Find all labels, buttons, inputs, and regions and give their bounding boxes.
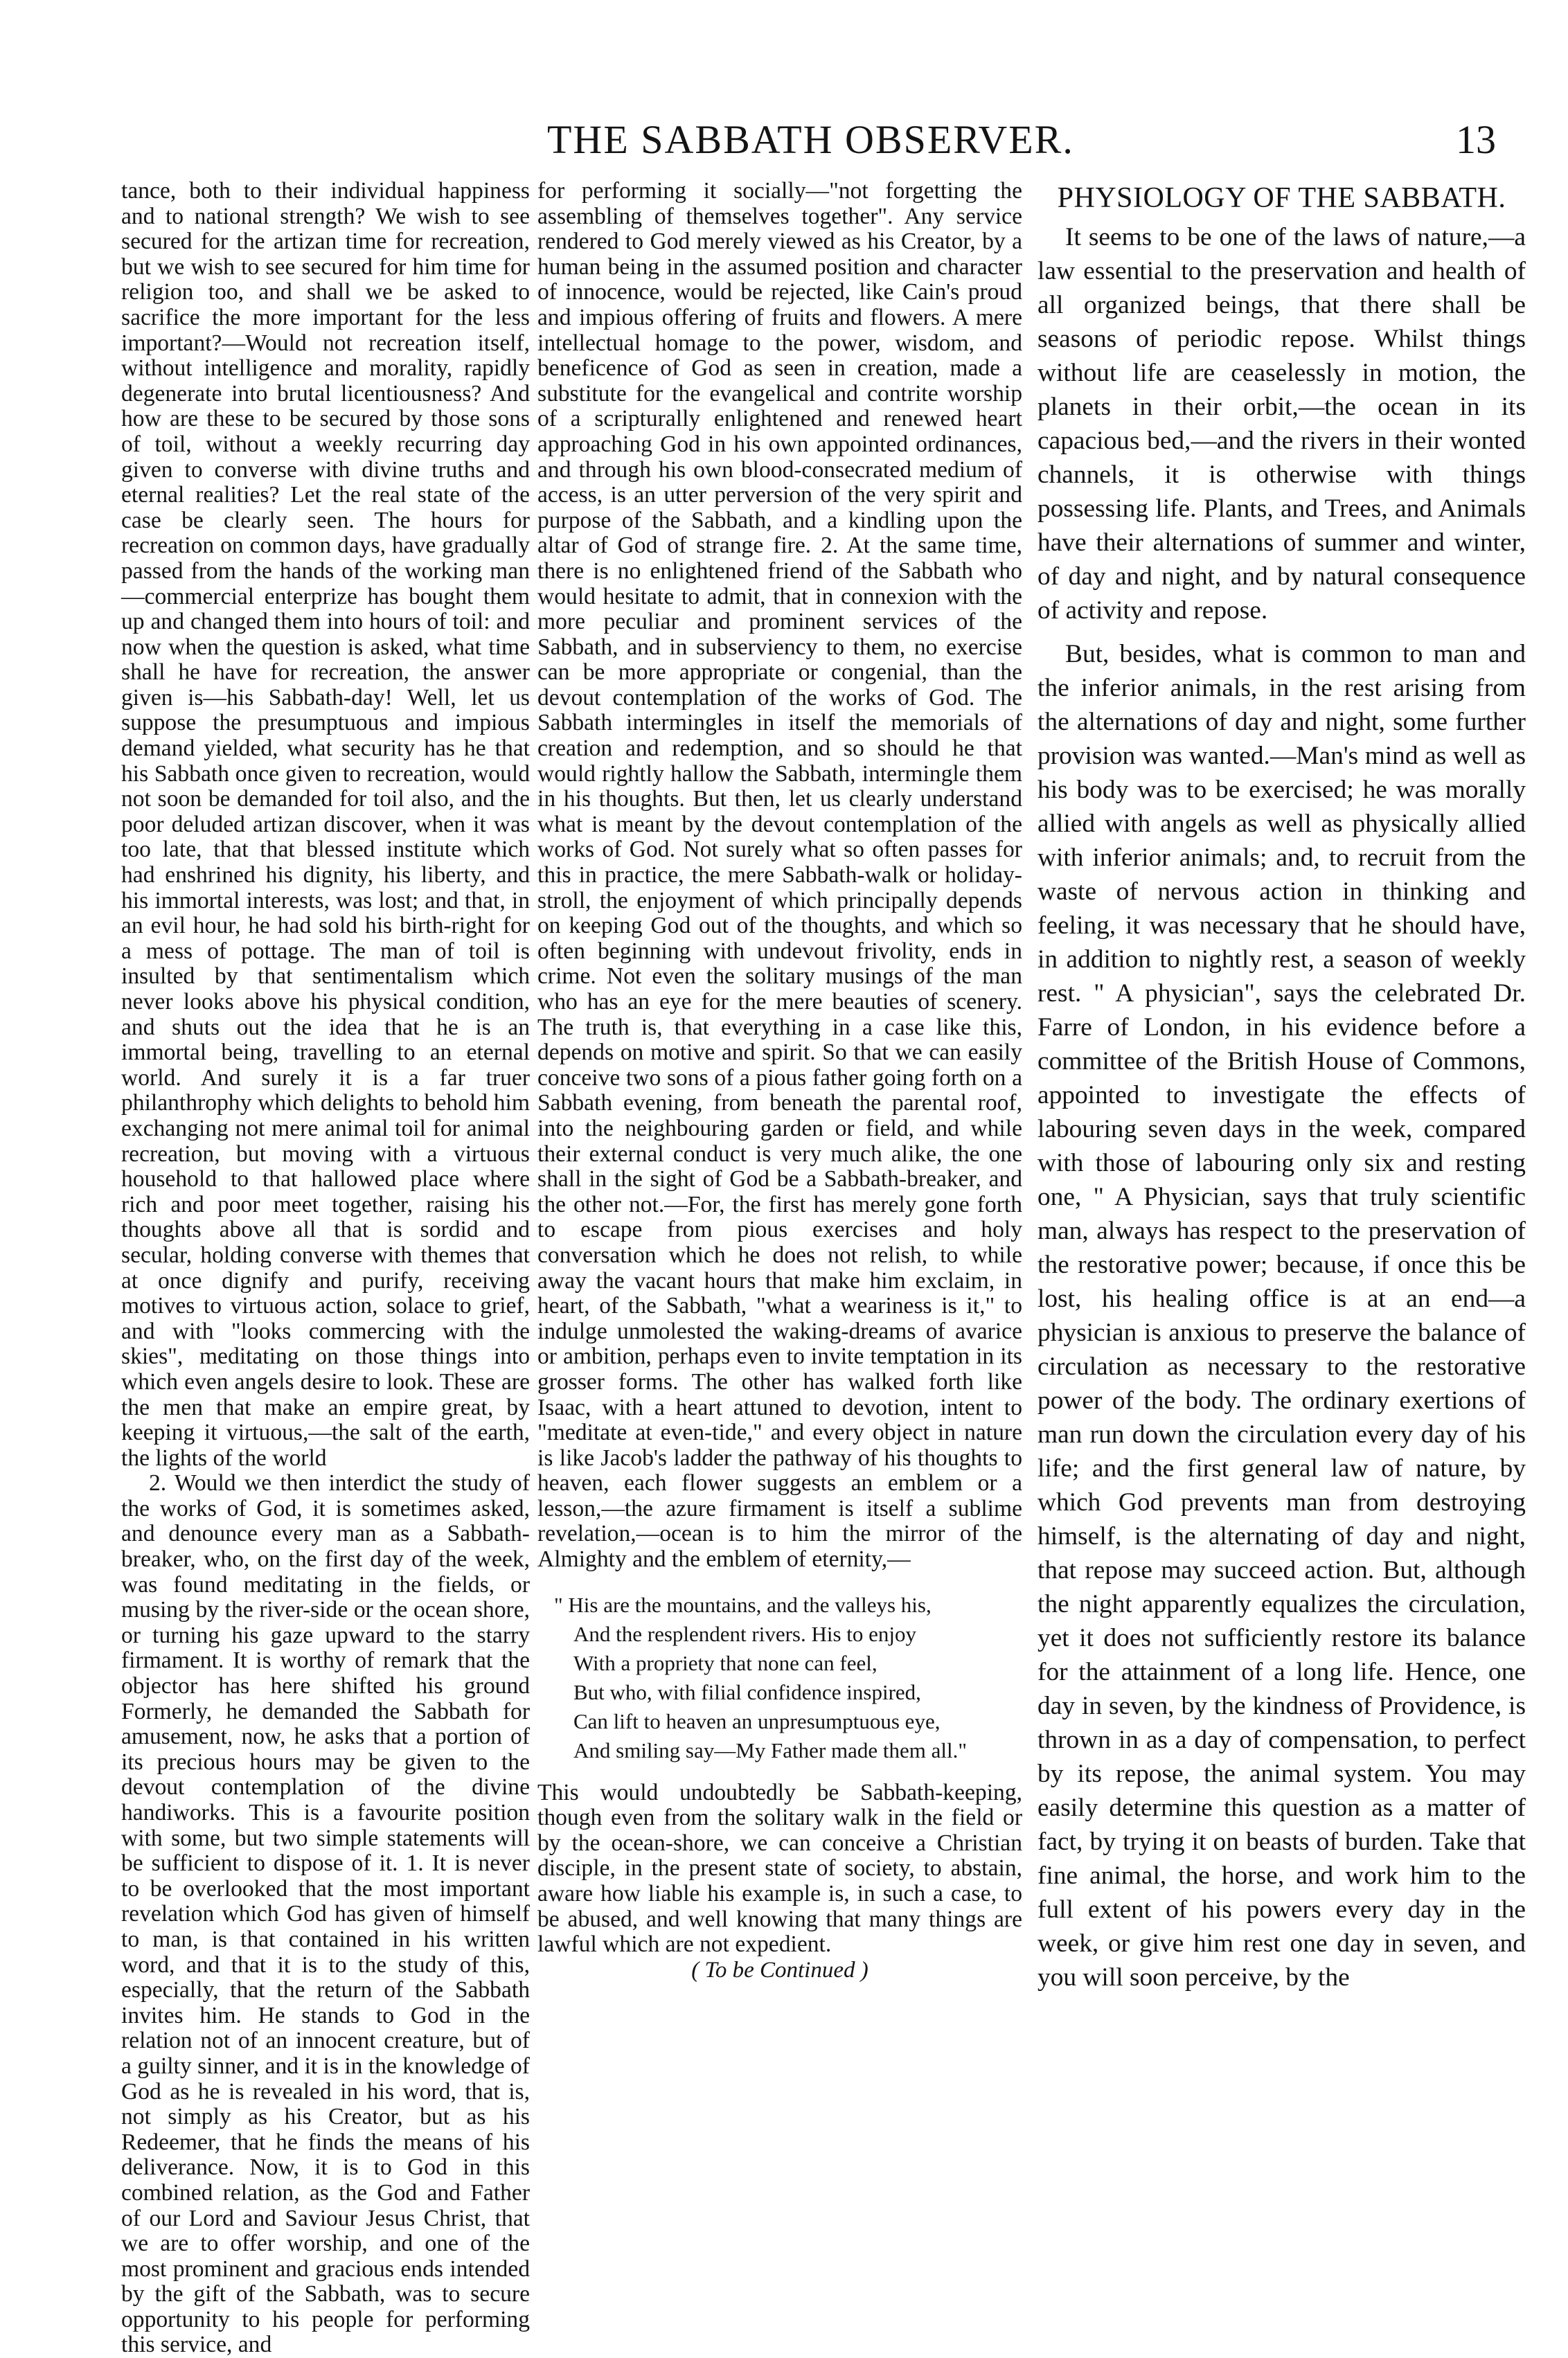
paragraph: tance, both to their individual happiness and to national strength? We wish to see secured for the artizan time for recreation, but we wish to see secured for him time for religion too, and shall we be asked to sacrifice the more important for the less important?—Would not recreation itself, without intelligence and morality, rapidly degenerate into brutal licentiousness? And how are these to be secured by those sons of toil, without a weekly recurring day given to converse with divine truths and eternal realities? Let the real state of the case be clearly seen. The hours for recreation on common days, have gradually passed from the hands of the working man—commercial enterprize has bought them up and changed them into hours of toil: and now when the question is asked, what time shall he have for recreation, the answer given is—his Sabbath-day! Well, let us suppose the presumptuous and impious demand yielded, what security has he that his Sabbath once given to recreation, would not soon be demanded for toil also, and the poor deluded artizan discover, when it was too late, that that blessed institute which had enshrined his dignity, his liberty, and his immortal interests, was lost; and that, in an evil hour, he had sold his birth-right for a mess of pottage. The man of toil is insulted by that sentimentalism which never looks above his physical condition, and shuts out the idea that he is an immortal being, travelling to an eternal world. And surely it is a far truer philanthrophy which delights to behold him exchanging not mere animal toil for animal recreation, but moving with a virtuous household to that hallowed place where rich and poor meet together, raising his thoughts above all that is sordid and secular, holding converse with themes that at once dignify and purify, receiving motives to virtuous action, solace to grief, and with "looks commercing with the skies", meditating on those things into which even angels desire to look. These are the men that make an empire great, by keeping it virtuous,—the salt of the earth, the lights of the world xyxy=(121,178,530,1471)
running-head xyxy=(104,116,1496,176)
column-3 xyxy=(1037,179,1526,2201)
poem-line: And the resplendent rivers. His to enjoy xyxy=(573,1621,917,1646)
paragraph: But, besides, what is common to man and the inferior animals, in the rest arising from the alternations of day and night, some further provision was wanted.—Man's mind as well as his body was to be exercised; he was morally allied with angels as well as physically allied with inferior animals; and, to recruit from the waste of nervous action in thinking and feeling, it was necessary that he should have, in addition to nightly rest, a season of weekly rest. " A physician", says the celebrated Dr. Farre of London, in his evidence before a committee of the British House of Commons, appointed to investigate the effects of labouring seven days in the week, compared with those of labouring only six and resting one, " A Physician, says that truly scientific man, always has respect to the preservation of the restorative power; because, if once this be lost, his healing office is at an end—a physician is anxious to preserve the balance of circulation as necessary to the restorative power of the body. The ordinary exertions of man run down the circulation every day of his life; and the first general law of nature, by which God prevents man from destroying himself, is the alternating of day and night, that repose may succeed action. But, although the night apparently equalizes the circulation, yet it does not sufficiently restore its balance for the attainment of a long life. Hence, one day in seven, by the kindness of Providence, is thrown in as a day of compensation, to perfect by its repose, the animal system. You may easily determine this question as a matter of fact, by trying it on beasts of burden. Take that fine animal, the horse, and work him to the full extent of his powers every day in the week, or give him rest one day in seven, and you will soon perceive, by the xyxy=(1037,640,1526,1992)
continued-notice: ( To be Continued ) xyxy=(691,1957,868,1983)
page-title: THE SABBATH OBSERVER. xyxy=(547,117,1074,162)
paragraph: This would undoubtedly be Sabbath-keeping, though even from the solitary walk in the field or by the ocean-shore, we can conceive a Christian disciple, in the present state of society, to abstain, aware how liable his example is, in such a case, to be abused, and well knowing that many things are lawful which are not expedient. xyxy=(537,1779,1022,1958)
page-number: 13 xyxy=(1456,117,1496,162)
paragraph: for performing it socially—"not forgetting the assembling of themselves together". Any service rendered to God merely viewed as his Creator, by a human being in the assumed position and character of innocence, would be rejected, like Cain's proud and impious offering of fruits and flowers. A mere intellectual homage to the power, wisdom, and beneficence of God as seen in creation, made a substitute for the evangelical and contrite worship of a scripturally enlightened and renewed heart approaching God in his own appointed ordinances, and through his own blood-consecrated medium of access, is an utter perversion of the very spirit and purpose of the Sabbath, and a kindling upon the altar of God of strange fire. 2. At the same time, there is no enlightened friend of the Sabbath who would hesitate to admit, that in connexion with the more peculiar and prominent services of the Sabbath, and in subserviency to them, no exercise can be more appropriate or congenial, than the devout contemplation of the works of God. The Sabbath intermingles in itself the memorials of creation and redemption, and so should he that would rightly hallow the Sabbath, intermingle them in his thoughts. But then, let us clearly understand what is meant by the devout contemplation of the works of God. Not surely what so often passes for this in practice, the mere Sabbath-walk or holiday-stroll, the enjoyment of which principally depends on keeping God out of the thoughts, and which so often beginning with undevout frivolity, ends in crime. Not even the solitary musings of the man who has an eye for the mere beauties of scenery. The truth is, that everything in a case like this, depends on motive and spirit. So that we can easily conceive two sons of a pious father going forth on a Sabbath evening, from beneath the parental roof, into the neighbouring garden or field, and while their external conduct is very much alike, the one shall in the sight of God be a Sabbath-breaker, and the other not.—For, the first has merely gone forth to escape from pious exercises and holy conversation which he does not relish, to while away the vacant hours that make him exclaim, in heart, of the Sabbath, "what a weariness is it," to indulge unmolested the waking-dreams of avarice or ambition, perhaps even to invite temptation in its grosser forms. The other has walked forth like Isaac, with a heart attuned to devotion, intent to "meditate at even-tide," and every object in nature is like Jacob's ladder the pathway of his thoughts to heaven, each flower suggests an emblem or a lesson,—the azure firmament is itself a sublime revelation,—ocean is to him the mirror of the Almighty and the emblem of eternity,— xyxy=(537,178,1022,1573)
paragraph: 2. Would we then interdict the study of the works of God, it is sometimes asked, and denounce every man as a Sabbath-breaker, who, on the first day of the week, was found meditating in the fields, or musing by the river-side or the ocean shore, or turning his gaze upward to the starry firmament. It is worthy of remark that the objector has here shifted his ground Formerly, he demanded the Sabbath for amusement, now, he asks that a portion of its precious hours may be given to the devout contemplation of the divine handiworks. This is a favourite position with some, but two simple statements will be sufficient to dispose of it. 1. It is never to be overlooked that the most important revelation which God has given of himself to man, is that contained in his written word, and that it is to the study of this, especially, that the return of the Sabbath invites him. He stands to God in the relation not of an innocent creature, but of a guilty sinner, and it is in the knowledge of God as he is revealed in his word, that is, not simply as his Creator, but as his Redeemer, that he finds the means of his deliverance. Now, it is to God in this combined relation, as the God and Father of our Lord and Saviour Jesus Christ, that we are to offer worship, and one of the most prominent and gracious ends intended by the gift of the Sabbath, was to secure opportunity to his people for performing this service, and xyxy=(121,1470,530,2358)
column-2 xyxy=(537,179,1022,2201)
article-heading: PHYSIOLOGY OF THE SABBATH. xyxy=(1057,182,1506,214)
poem-line: And smiling say—My Father made them all." xyxy=(573,1738,967,1762)
poem-line: Can lift to heaven an unpresumptuous eye, xyxy=(573,1708,941,1733)
paragraph: It seems to be one of the laws of nature,—a law essential to the preservation and health of all organized beings, that there shall be seasons of periodic repose. Whilst things without life are ceaselessly in motion, the planets in their orbit,—the ocean in its capacious bed,—and the rivers in their wonted channels, it is otherwise with things possessing life. Plants, and Trees, and Animals have their alternations of summer and winter, of day and night, and by natural consequence of activity and repose. xyxy=(1037,223,1526,625)
poem-line: With a propriety that none can feel, xyxy=(573,1650,877,1675)
poem-line: " His are the mountains, and the valleys his, xyxy=(554,1592,932,1617)
column-1 xyxy=(121,178,530,2358)
poem-quote xyxy=(554,1591,1022,1765)
poem-line: But who, with filial confidence inspired, xyxy=(573,1679,921,1704)
